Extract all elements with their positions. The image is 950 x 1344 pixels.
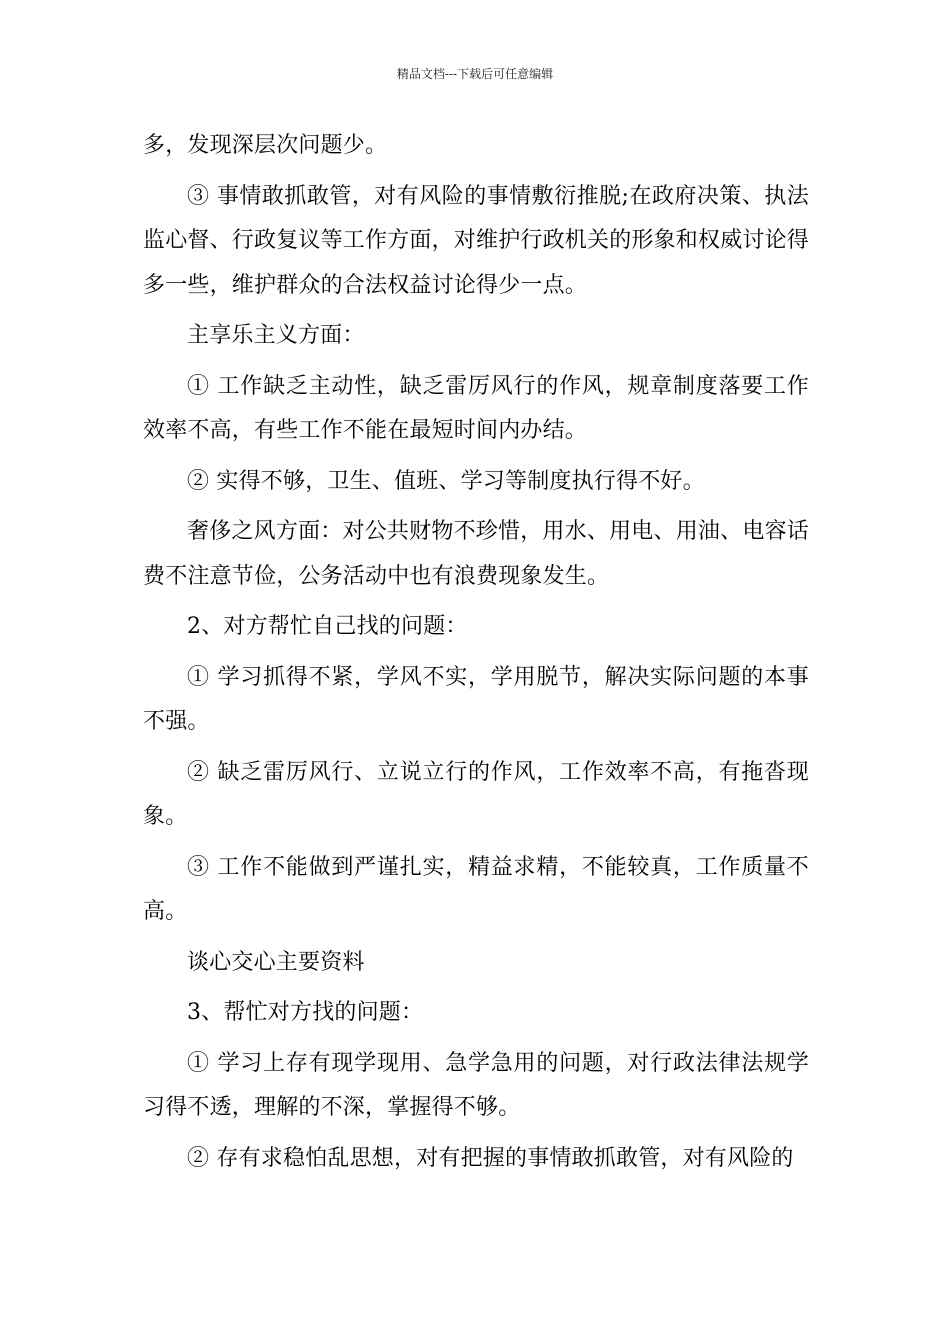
paragraph-3: 主享乐主义方面： — [187, 323, 365, 348]
paragraph-12: 3、帮忙对方找的问题： — [187, 1000, 424, 1025]
paragraph-9: ② 缺乏雷厉风行、立说立行的作风，工作效率不高，有拖沓现象。 — [143, 759, 809, 829]
paragraph-10: ③ 工作不能做到严谨扎实，精益求精，不能较真，工作质量不高。 — [143, 854, 809, 924]
paragraph-4: ① 工作缺乏主动性，缺乏雷厉风行的作风，规章制度落要工作效率不高，有些工作不能在最短时间内办结。 — [143, 373, 809, 443]
paragraph-5: ② 实得不够，卫生、值班、学习等制度执行得不好。 — [187, 468, 705, 494]
paragraph-6: 奢侈之风方面：对公共财物不珍惜，用水、用电、用油、电容话费不注意节俭，公务活动中也有浪费现象发生。 — [143, 519, 809, 589]
paragraph-8: ① 学习抓得不紧，学风不实，学用脱节，解决实际问题的本事不强。 — [143, 664, 809, 734]
paragraph-1: 多，发现深层次问题少。 — [143, 133, 388, 158]
paragraph-13: ① 学习上存有现学现用、急学急用的问题，对行政法律法规学习得不透，理解的不深，掌握得不够。 — [143, 1050, 809, 1120]
page-header: 精品文档---下载后可任意编辑 — [396, 67, 554, 81]
paragraph-14: ② 存有求稳怕乱思想，对有把握的事情敢抓敢管，对有风险的 — [187, 1145, 794, 1171]
paragraph-7: 2、对方帮忙自己找的问题： — [187, 614, 468, 639]
paragraph-11: 谈心交心主要资料 — [187, 949, 365, 975]
paragraph-2: ③ 事情敢抓敢管，对有风险的事情敷衍推脱;在政府决策、执法监心督、行政复议等工作方面，对维护行政机关的形象和权威讨论得多一些，维护群众的合法权益讨论得少一点。 — [143, 183, 810, 298]
document-body — [143, 124, 809, 1187]
